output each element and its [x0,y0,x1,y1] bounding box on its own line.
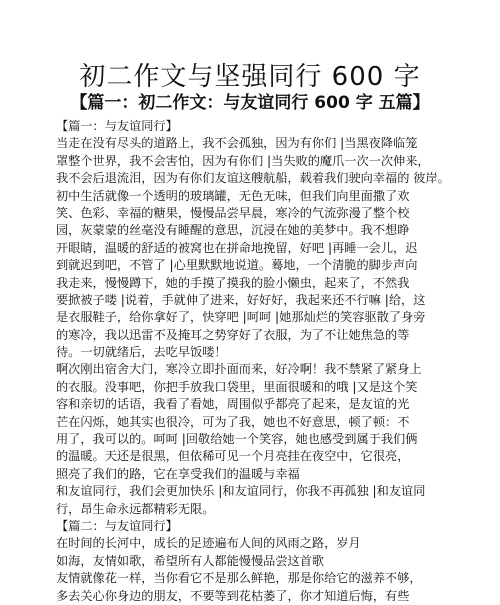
body-line: 初中生活就像一个透明的玻璃罐，无色无味，但我们向里面撒了欢 [56,188,410,203]
body-line: 【篇一：与友谊同行】 [56,119,178,133]
document-body [56,118,486,605]
body-line: 多去关心你身边的朋友，不要等到花枯萎了，你才知道后悔，有些 [56,588,410,603]
body-line: 我不会后退流泪，因为有你们友谊这艘航船，载着我们驶向幸福的 彼岸。 [56,171,450,186]
body-line: 当走在没有尽头的道路上，我不会孤独，因为有你们 |当黑夜降临笼 [56,136,418,151]
body-line: 芒在闪烁，她其实也很冷，可为了我，她也不好意思，顿了顿：不 [56,414,410,429]
body-line: 待。一切就绪后，去吃早饭喽！ [56,345,227,360]
body-line: 用了，我可以的。呵呵 |回敬给她一个笑容，她也感受到属于我们俩 [56,432,418,447]
body-line: 的寒冷，我以迅雷不及掩耳之势穿好了衣服，为了不让她焦急的等 [56,327,410,342]
body-line: 啊次刚出宿舍大门，寒冷立即扑面而来，好冷啊！我不禁紧了紧身上 [56,362,422,377]
document-title: 初二作文与坚强同行 600 字 [79,62,421,92]
body-line: 照亮了我们的路，它在享受我们的温暖与幸福 [56,466,300,481]
body-line: 和友谊同行，我们会更加快乐 |和友谊同行，你我不再孤独 |和友谊同 [56,484,426,499]
body-line: 的衣服。没事吧，你把手放我口袋里，里面很暖和的哦 |又是这个笑 [56,379,418,394]
body-line: 要掀被子喽 |说着，手就伸了进来，好好好，我起来还不行嘛 |给，这 [56,292,426,307]
body-line: 容和亲切的话语，我看了看她，周围似乎都亮了起来，是友谊的光 [56,397,410,412]
body-line: 【篇二：与友谊同行】 [56,518,178,533]
body-line: 如海，友情如歌，希望所有人都能慢慢品尝这首歌 [56,553,325,568]
body-line: 园，灰蒙蒙的丝毫没有睡醒的意思，沉浸在她的美梦中。我不想睁 [56,223,410,238]
body-line: 是衣服鞋子，给你拿好了，快穿吧 |呵呵 |她那灿烂的笑容驱散了身旁 [56,310,426,325]
body-line: 的温暖。天还是很黑，但依稀可见一个月亮挂在夜空中，它很亮， [56,449,410,464]
body-line: 行，昂生命永远都精彩无限。 [56,501,215,516]
document-subtitle: 【篇一：初二作文：与友谊同行 600 字 五篇】 [70,93,430,113]
body-line: 罩整个世界，我不会害怕，因为有你们 |当失败的魔爪一次一次伸来， [56,153,430,168]
body-line: 开眼睛，温暖的舒适的被窝也在拼命地挽留，好吧 |再睡一会儿，迟 [56,240,418,255]
body-line: 友情就像花一样，当你看它不是那么鲜艳，那是你给它的滋养不够， [56,571,422,586]
body-line: 我走来，慢慢蹲下，她的手摸了摸我的脸小懒虫，起来了，不然我 [56,275,410,290]
body-line: 在时间的长河中，成长的足迹遍布人间的风雨之路，岁月 [56,536,361,551]
body-line: 到就迟到吧，不管了 |心里默默地说道。蓦地，一个清脆的脚步声向 [56,258,418,273]
body-line: 笑、色彩、幸福的糖果，慢慢品尝早晨，寒冷的气流弥漫了整个校 [56,205,410,220]
